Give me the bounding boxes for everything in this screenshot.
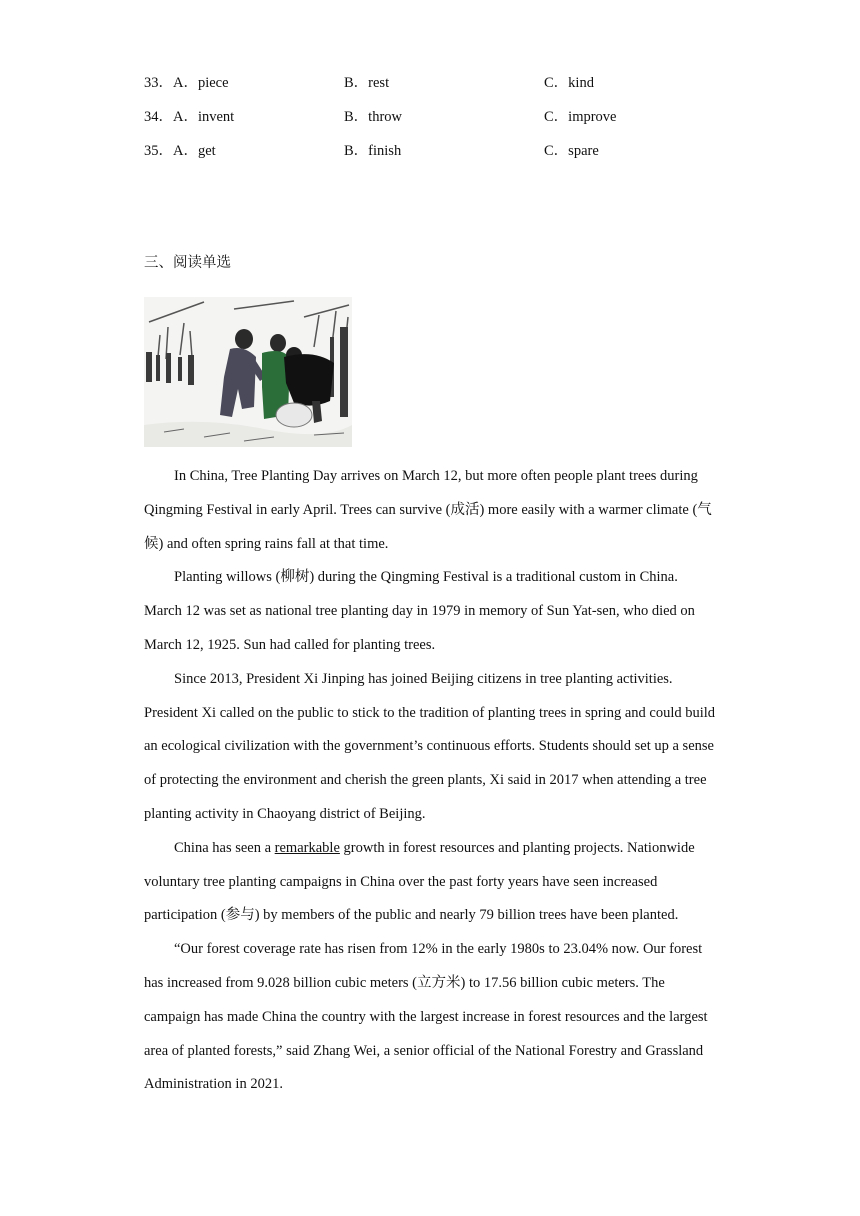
question-number: 33． bbox=[144, 75, 173, 91]
option-c: C．improve bbox=[544, 109, 617, 125]
option-c: C．spare bbox=[544, 143, 599, 159]
question-number: 34． bbox=[144, 109, 173, 125]
reading-passage bbox=[144, 460, 716, 1102]
option-b: B．throw bbox=[344, 109, 402, 125]
option-a: 34．A．invent bbox=[144, 109, 235, 125]
answer-options bbox=[144, 70, 744, 172]
tree-planting-photo bbox=[144, 297, 352, 447]
paragraph: China has seen a remarkable growth in forest resources and planting projects. Nationwide voluntary tree planting campaigns in China over the past forty years have seen increased participation (参与) by members of the public and nearly 79 billion trees have been planted. bbox=[144, 839, 695, 924]
question-number: 35． bbox=[144, 143, 173, 159]
photo-illustration bbox=[144, 297, 352, 447]
paragraph: In China, Tree Planting Day arrives on March 12, but more often people plant trees during Qingming Festival in early April. Trees can survive (成活) more easily with a warmer climate (气候) and often spring rains fall at that time. bbox=[144, 468, 712, 552]
section-heading: 三、阅读单选 bbox=[144, 255, 231, 271]
option-b: B．finish bbox=[344, 143, 402, 159]
option-b: B．rest bbox=[344, 75, 390, 91]
option-row-33 bbox=[144, 70, 744, 104]
underlined-word: remarkable bbox=[274, 839, 340, 856]
option-c: C．kind bbox=[544, 75, 594, 91]
paragraph: “Our forest coverage rate has risen from 12% in the early 1980s to 23.04% now. Our forest has increased from 9.028 billion cubic meters (立方米) to 17.56 billion cubic meters. The campaign has made China the country with the largest increase in forest resources and the largest area of planted forests,” said Zhang Wei, a senior official of the National Forestry and Grassland Administration in 2021. bbox=[144, 941, 708, 1093]
option-a: 35．A．get bbox=[144, 143, 216, 159]
paragraph: Planting willows (柳树) during the Qingming Festival is a traditional custom in China. March 12 was set as national tree planting day in 1979 in memory of Sun Yat-sen, who died on March 12, 1925. Sun had called for planting trees. bbox=[144, 569, 695, 653]
option-row-34 bbox=[144, 104, 744, 138]
option-row-35 bbox=[144, 138, 744, 172]
option-a: 33．A．piece bbox=[144, 75, 229, 91]
paragraph: Since 2013, President Xi Jinping has joined Beijing citizens in tree planting activities. President Xi called on the public to stick to the tradition of planting trees in spring and could build an ecological civilization with the government’s continuous efforts. Students should set up a sense of protecting the environment and cherish the green plants, Xi said in 2017 when attending a tree planting activity in Chaoyang district of Beijing. bbox=[144, 670, 716, 822]
